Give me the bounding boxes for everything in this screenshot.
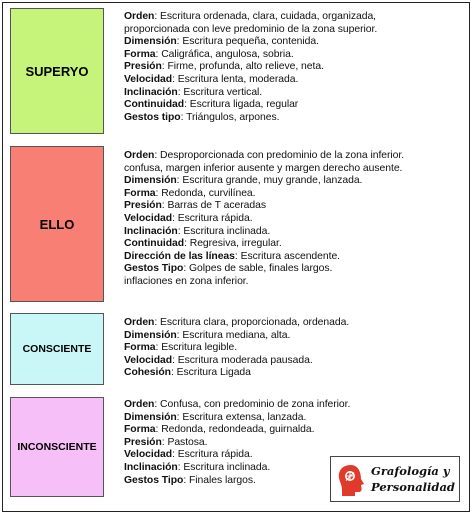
consciente-description [124,317,468,380]
field-label: Inclinación [124,225,178,237]
description-line [124,367,468,380]
field-value: confusa, margen inferior ausente y margen derecho ausente. [124,162,403,174]
description-line [124,11,468,24]
field-label: Orden [124,317,155,328]
field-value: : Escritura mediana, alta. [176,329,291,341]
logo-line-2: Personalidad [371,480,455,494]
field-label: Inclinación [124,86,178,98]
description-line [124,24,468,37]
logo-line-1: Grafología y [371,464,450,478]
description-line [124,424,468,437]
description-line [124,238,468,251]
description-line [124,74,468,87]
description-line [124,99,468,112]
field-value: : Escritura inclinada. [177,461,271,473]
head-profile-icon [336,463,366,497]
field-value: : Regresiva, irregular. [184,238,282,250]
field-label: Presión [124,436,162,448]
superyo-title: SUPERYO [25,63,89,79]
grafologia-logo [330,456,460,502]
field-label: Gestos Tipo [124,263,184,275]
description-line [124,163,468,176]
field-label: Gestos Tipo [124,474,184,486]
field-value: : Escritura ascendente. [234,250,341,262]
field-value: : Redonda, redondeada, guirnalda. [155,424,315,436]
description-line [124,150,468,163]
field-label: Forma [124,48,156,60]
description-line [124,188,468,201]
description-line [124,437,468,450]
field-label: Dimensión [124,36,177,48]
description-line [124,36,468,49]
description-line [124,263,468,276]
field-value: : Barras de T aceradas [161,200,266,212]
field-label: Cohesión [124,367,171,379]
ello-box [10,146,104,302]
field-value: : Escritura vertical. [177,86,263,98]
ello-title: ELLO [39,216,75,232]
inconsciente-title: INCONSCIENTE [17,441,97,453]
field-label: Orden [124,399,155,410]
description-line [124,330,468,343]
field-value: inflaciones en zona inferior. [124,275,249,287]
description-line [124,213,468,226]
field-label: Velocidad [124,449,173,461]
description-line [124,87,468,100]
field-label: Dimensión [124,329,177,341]
description-line [124,317,468,330]
description-line [124,412,468,425]
field-value: : Pastosa. [161,436,208,448]
description-line [124,226,468,239]
description-line [124,399,468,412]
consciente-box [10,313,104,385]
field-value: : Escritura inclinada. [177,225,271,237]
description-line [124,112,468,125]
field-value: : Firme, profunda, alto relieve, neta. [161,61,324,73]
field-label: Presión [124,200,162,212]
description-line [124,342,468,355]
logo-text [371,463,459,495]
field-value: : Escritura clara, proporcionada, ordenada. [154,317,350,328]
field-label: Gestos tipo [124,111,181,123]
field-label: Forma [124,187,156,199]
superyo-description [124,11,468,124]
field-value: : Triángulos, arpones. [180,111,280,123]
description-line [124,251,468,264]
field-label: Velocidad [124,73,173,85]
inconsciente-box [10,397,104,497]
field-label: Dimensión [124,175,177,187]
field-value: : Escritura moderada pausada. [172,354,313,366]
description-line [124,200,468,213]
field-label: Dimensión [124,411,177,423]
field-label: Orden [124,11,155,22]
description-line [124,49,468,62]
field-value: : Escritura rápida. [172,212,253,224]
superyo-box [10,8,104,134]
field-label: Velocidad [124,354,173,366]
description-line [124,61,468,74]
field-label: Forma [124,424,156,436]
field-label: Presión [124,61,162,73]
field-value: : Escritura lenta, moderada. [172,73,299,85]
field-value: : Confusa, con predominio de zona inferior. [154,399,351,410]
field-value: : Caligráfica, angulosa, sobria. [155,48,294,60]
field-value: : Escritura legible. [155,342,238,354]
field-value: : Escritura grande, muy grande, lanzada. [176,175,363,187]
field-label: Inclinación [124,461,178,473]
field-value: : Escritura extensa, lanzada. [176,411,307,423]
field-value: : Escritura pequeña, contenida. [176,36,319,48]
field-value: : Escritura ordenada, clara, cuidada, organizada, [154,11,377,22]
field-value: : Escritura Ligada [170,367,251,379]
field-label: Velocidad [124,212,173,224]
field-value: : Escritura ligada, regular [184,99,299,111]
description-line [124,355,468,368]
field-label: Continuidad [124,99,185,111]
field-label: Orden [124,150,155,161]
field-value: : Finales largos. [183,474,256,486]
field-label: Continuidad [124,238,185,250]
field-value: : Desproporcionada con predominio de la zona inferior. [154,150,405,161]
field-label: Dirección de las líneas [124,250,235,262]
description-line [124,276,468,289]
description-line [124,175,468,188]
ello-description [124,150,468,289]
field-value: proporcionada con leve predominio de la zona superior. [124,23,378,35]
consciente-title: CONSCIENTE [22,343,92,355]
field-value: : Redonda, curvilínea. [155,187,256,199]
field-value: : Escritura rápida. [172,449,253,461]
field-value: : Golpes de sable, finales largos. [183,263,333,275]
field-label: Forma [124,342,156,354]
